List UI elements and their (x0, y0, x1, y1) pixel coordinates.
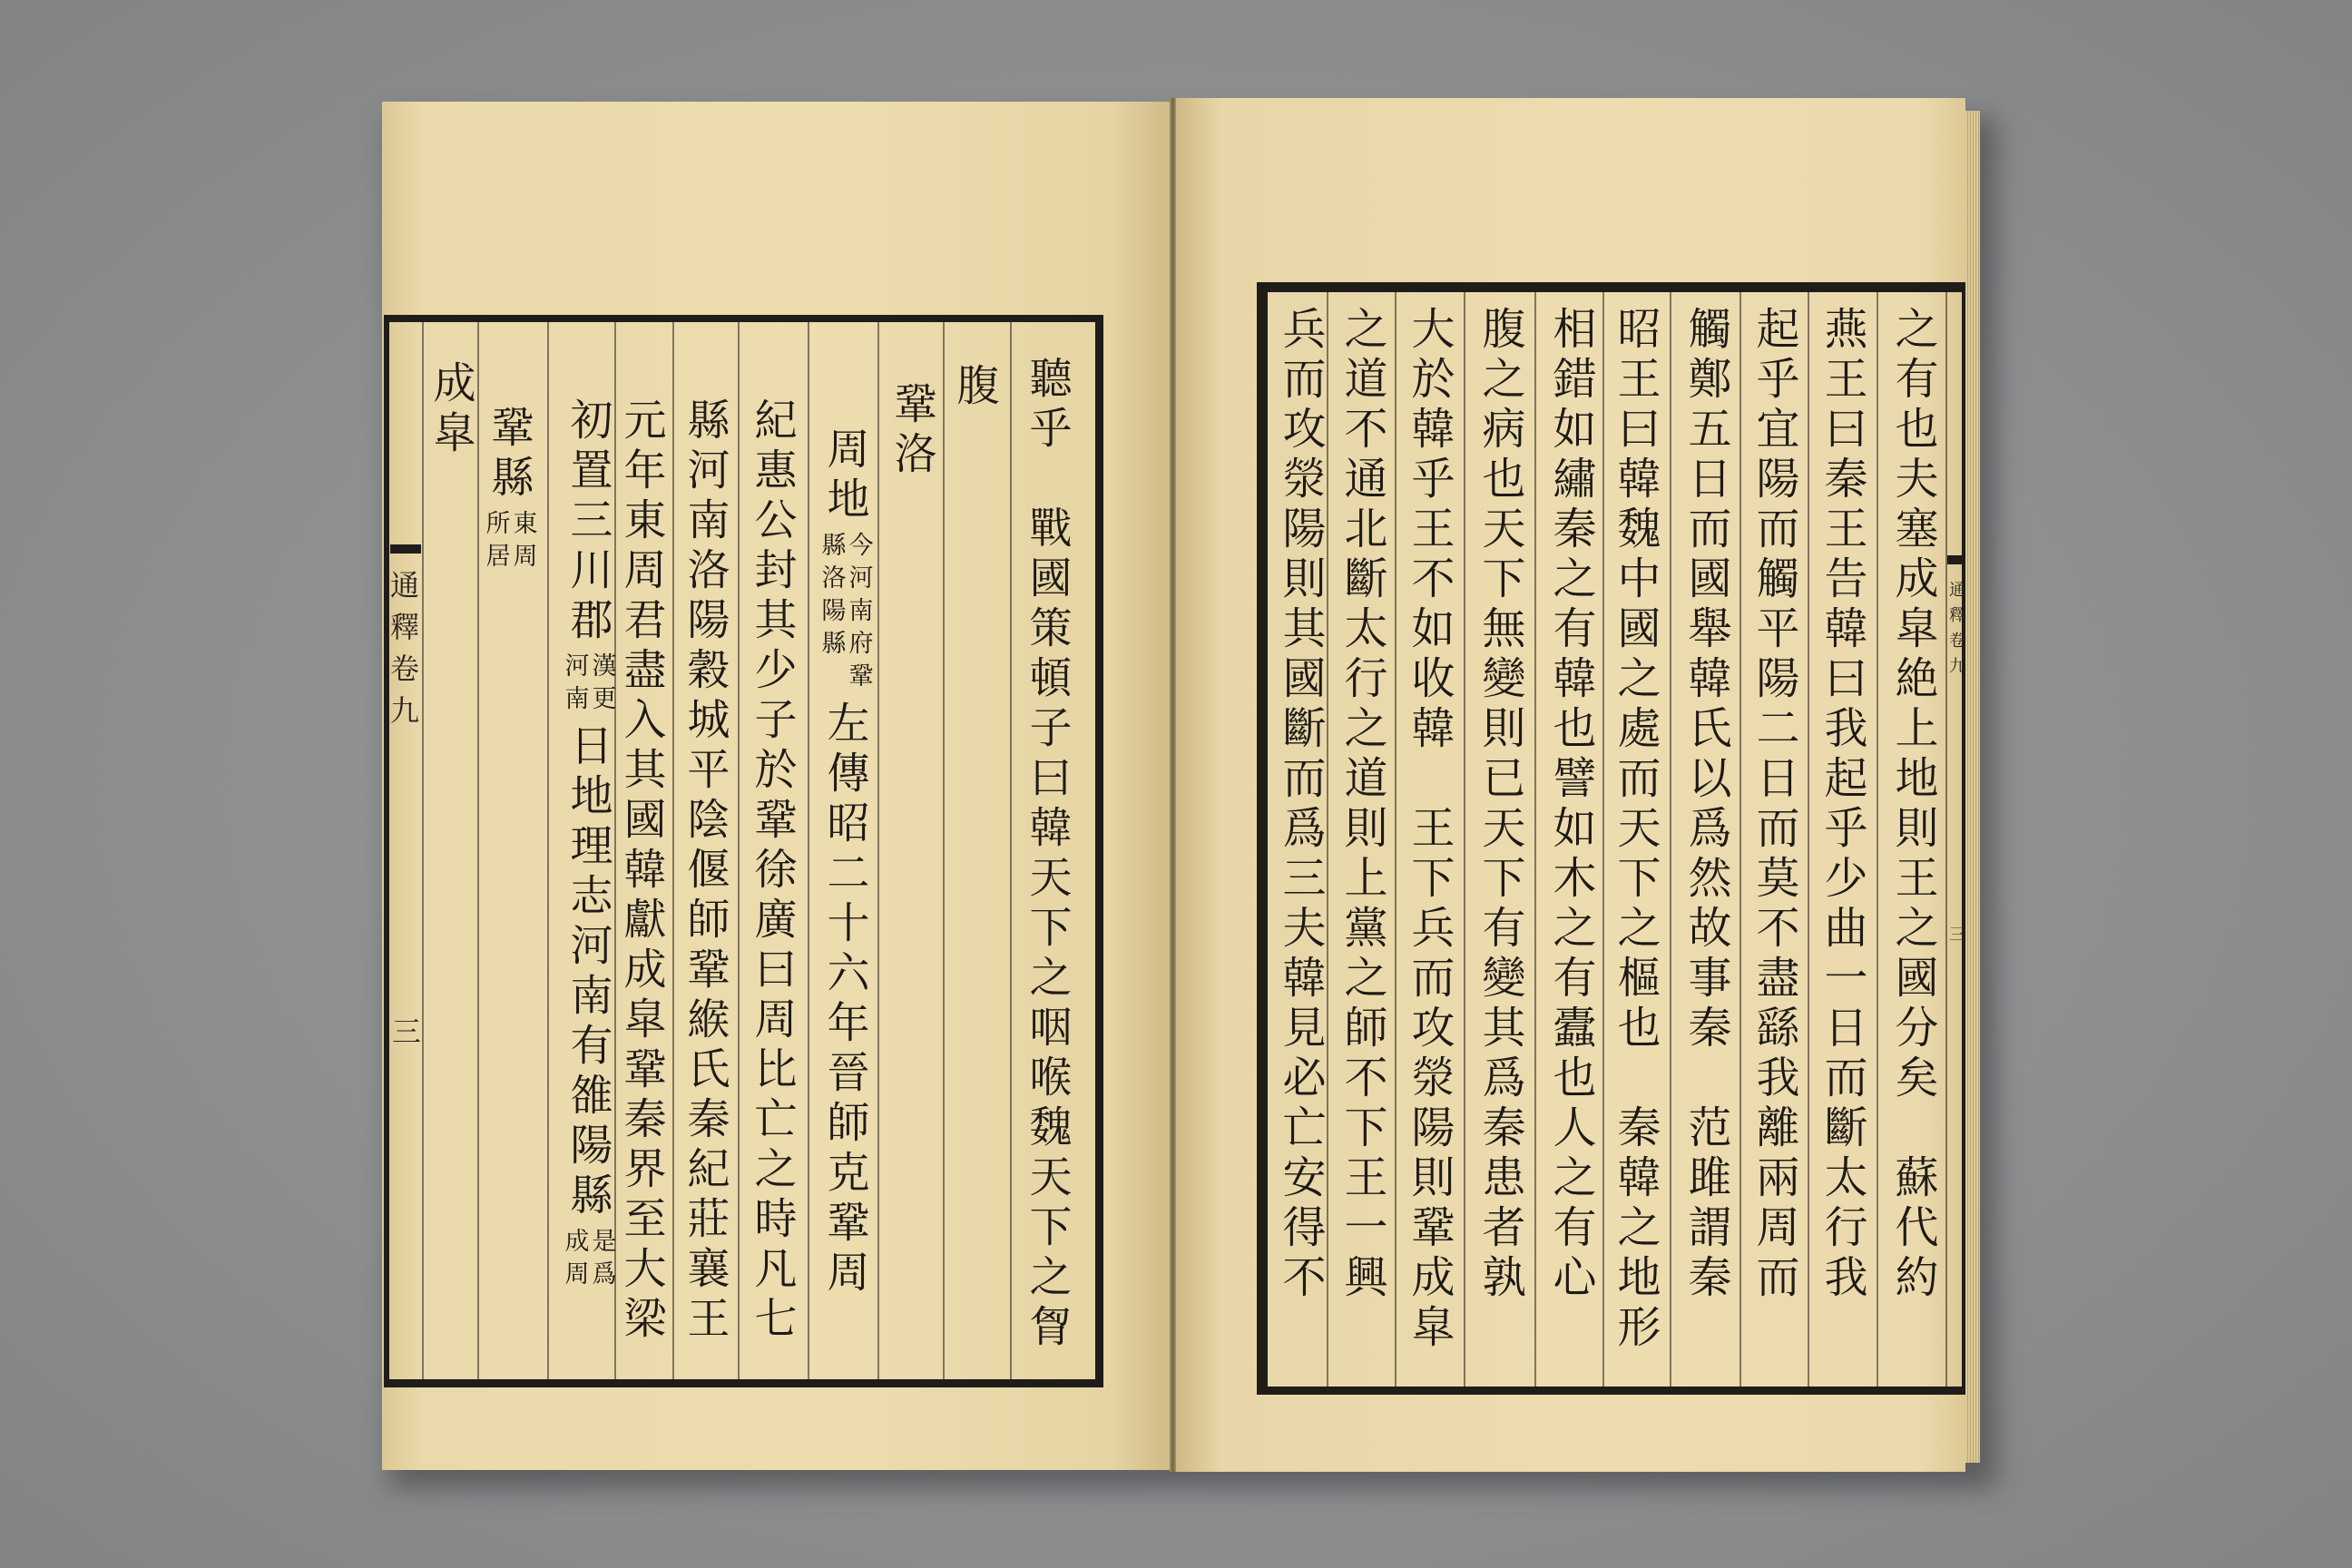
main-text: 燕王曰秦王告韓曰我起乎少曲一日而斷太行我 (1817, 306, 1867, 1304)
column-rule (1534, 292, 1536, 1387)
interlinear-note (560, 652, 616, 718)
main-text: 觸鄭五日而國舉韓氏以爲然故事秦 范雎謂秦 (1681, 306, 1731, 1304)
column-rule (422, 322, 424, 1379)
main-text: 兵而攻滎陽則其國斷而爲三夫韓見必亡安得不 (1275, 306, 1326, 1304)
text-column (673, 397, 737, 1346)
main-text: 成皐 (426, 360, 476, 460)
text-column (1674, 306, 1738, 1304)
note-line-left: 河南 (560, 652, 589, 718)
banxin-title: 通釋卷九 (386, 570, 420, 737)
interlinear-note (560, 1228, 616, 1293)
main-text: 紀惠公封其少子於鞏徐廣曰周比亡之時凡七 (747, 397, 798, 1346)
column-rule (738, 322, 740, 1379)
text-column (1015, 356, 1079, 1354)
note-line-right: 東周 (508, 510, 537, 575)
banxin-title: 通釋卷九 (1946, 581, 1965, 682)
main-text: 縣河南洛陽穀城平陰偃師鞏緱氏秦紀莊襄王 (680, 397, 730, 1346)
text-column (1742, 306, 1806, 1304)
column-rule (808, 322, 809, 1379)
interlinear-note (481, 510, 537, 575)
main-text: 腹 (949, 363, 1000, 413)
column-rule (1877, 292, 1878, 1387)
text-column (880, 381, 944, 481)
interlinear-note (819, 532, 871, 695)
column-rule (1740, 292, 1741, 1387)
text-column (1330, 306, 1394, 1304)
column-rule (1010, 322, 1012, 1379)
text-column (1603, 306, 1667, 1354)
text-column (1539, 306, 1602, 1304)
main-text: 大於韓乎王不如收韓 王下兵而攻滎陽則鞏成皐 (1404, 306, 1455, 1354)
text-column (1397, 306, 1461, 1354)
page-edge-stack (1965, 111, 1980, 1463)
main-text: 之道不通北斷太行之道則上黨之師不下王一興 (1337, 306, 1387, 1304)
note-line-left: 縣洛陽縣 (817, 532, 846, 662)
main-text: 昭王曰韓魏中國之處而天下之樞也 秦韓之地形 (1610, 306, 1661, 1354)
text-column (1810, 306, 1874, 1304)
main-text: 日地理志河南有雒陽縣 (563, 723, 613, 1222)
text-column (740, 397, 804, 1346)
main-text: 初置三川郡 (563, 397, 613, 647)
text-column (419, 360, 483, 460)
text-column (813, 426, 877, 1299)
column-rule (547, 322, 549, 1379)
text-column (1269, 306, 1332, 1304)
main-text: 相錯如繡秦之有韓也譬如木之有蠹也人之有心 (1545, 306, 1596, 1304)
main-text: 元年東周君盡入其國韓獻成皐鞏秦界至大梁 (616, 397, 667, 1346)
main-text: 鞏洛 (887, 381, 937, 481)
main-text: 腹之病也天下無變則已天下有變其爲秦患者孰 (1475, 306, 1525, 1304)
note-line-right: 是爲 (587, 1228, 616, 1293)
main-text: 聽乎 戰國策頓子曰韓天下之咽喉魏天下之胷 (1022, 356, 1073, 1354)
note-line-left: 成周 (560, 1228, 589, 1293)
book-spine (1170, 98, 1176, 1472)
text-column (943, 363, 1006, 413)
main-text: 鞏縣 (484, 405, 534, 505)
column-rule (1670, 292, 1671, 1387)
text-column (477, 405, 541, 581)
note-line-right: 今河南府鞏 (844, 532, 873, 695)
main-text: 起乎宜陽而觸平陽二日而莫不盡繇我離兩周而 (1749, 306, 1799, 1304)
text-column (556, 397, 620, 1298)
column-rule (1808, 292, 1809, 1387)
text-column (1881, 306, 1945, 1304)
main-text: 左傳昭二十六年晉師克鞏周 (819, 701, 870, 1299)
text-column (1468, 306, 1532, 1304)
column-rule (877, 322, 879, 1379)
banxin-page-number: 三 (1946, 926, 1965, 942)
fish-tail-mark (1947, 555, 1964, 564)
main-text: 周地 (819, 426, 870, 526)
note-line-left: 所居 (481, 510, 510, 575)
main-text: 之有也夫塞成皐絶上地則王之國分矣 蘇代約 (1887, 306, 1938, 1304)
column-rule (1395, 292, 1396, 1387)
banxin-page-number: 三 (387, 1016, 422, 1045)
column-rule (1945, 292, 1947, 1387)
fish-tail-mark (390, 544, 421, 554)
note-line-right: 漢更 (587, 652, 616, 718)
column-rule (1464, 292, 1465, 1387)
